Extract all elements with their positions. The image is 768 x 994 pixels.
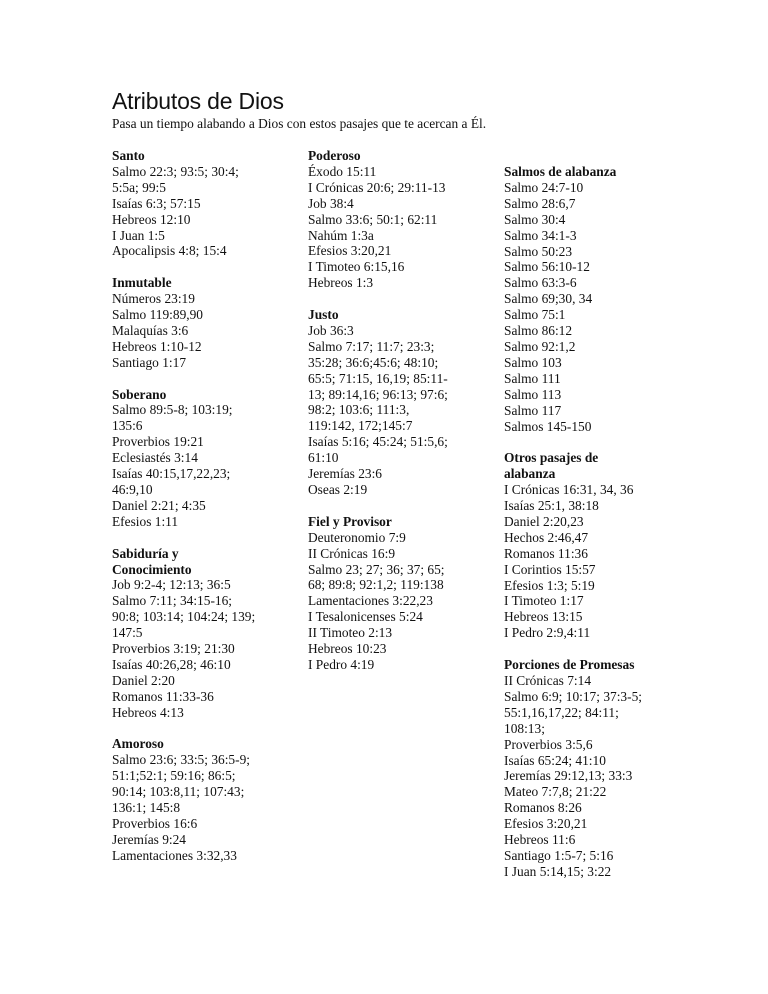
scripture-reference: Efesios 1:3; 5:19 <box>504 577 595 593</box>
scripture-reference: Proverbios 3:19; 21:30 <box>112 641 235 657</box>
scripture-reference: Salmo 23; 27; 36; 37; 65; <box>308 561 445 577</box>
section-heading: Conocimiento <box>112 561 192 577</box>
scripture-reference: Daniel 2:20,23 <box>504 513 584 529</box>
scripture-reference: Nahúm 1:3a <box>308 227 374 243</box>
scripture-reference: Malaquías 3:6 <box>112 322 189 338</box>
scripture-reference: Efesios 3:20,21 <box>308 243 392 259</box>
attribute-section <box>308 307 498 498</box>
scripture-reference: 98:2; 103:6; 111:3, <box>308 402 410 418</box>
attribute-section <box>308 148 498 291</box>
scripture-reference: II Crónicas 16:9 <box>308 545 396 561</box>
scripture-reference: 46:9,10 <box>112 482 153 497</box>
attribute-section <box>504 657 684 880</box>
scripture-reference: Job 36:3 <box>308 322 354 338</box>
scripture-reference: 55:1,16,17,22; 84:11; <box>504 704 619 720</box>
scripture-reference: II Timoteo 2:13 <box>308 625 393 641</box>
attribute-section <box>112 275 302 370</box>
attribute-section <box>504 164 684 434</box>
scripture-reference: Salmo 111 <box>504 370 561 386</box>
scripture-reference: Salmo 30:4 <box>504 211 566 227</box>
scripture-reference: Salmo 33:6; 50:1; 62:11 <box>308 211 438 227</box>
scripture-reference: 90:8; 103:14; 104:24; 139; <box>112 609 256 625</box>
scripture-reference: Salmo 92:1,2 <box>504 338 576 354</box>
scripture-reference: 5:5a; 99:5 <box>112 179 166 195</box>
scripture-reference: Santiago 1:5-7; 5:16 <box>504 847 614 863</box>
section-heading: Justo <box>308 307 339 323</box>
scripture-reference: Apocalipsis 4:8; 15:4 <box>112 243 227 259</box>
scripture-reference: I Crónicas 20:6; 29:11-13 <box>308 179 446 195</box>
column-1 <box>112 148 302 880</box>
section-heading: Fiel y Provisor <box>308 513 392 529</box>
scripture-reference: Isaías 40:15,17,22,23; <box>112 466 231 482</box>
scripture-reference: Isaías 25:1, 38:18 <box>504 498 599 514</box>
scripture-reference: Lamentaciones 3:32,33 <box>112 847 237 863</box>
scripture-reference: Daniel 2:21; 4:35 <box>112 497 206 513</box>
scripture-reference: 61:10 <box>308 450 339 466</box>
scripture-reference: I Crónicas 16:31, 34, 36 <box>504 482 634 498</box>
section-heading: Inmutable <box>112 275 172 291</box>
attribute-section <box>112 148 302 259</box>
scripture-reference: Santiago 1:17 <box>112 354 187 370</box>
scripture-reference: I Juan 1:5 <box>112 227 165 243</box>
section-heading: alabanza <box>504 466 556 482</box>
attribute-section <box>112 546 302 721</box>
scripture-reference: Job 38:4 <box>308 195 354 211</box>
scripture-reference: 108:13; <box>504 720 545 736</box>
scripture-reference: Salmo 7:17; 11:7; 23:3; <box>308 338 435 354</box>
scripture-reference: 135:6 <box>112 418 143 434</box>
scripture-reference: Salmo 34:1-3 <box>504 227 577 243</box>
scripture-reference: Isaías 5:16; 45:24; 51:5,6; <box>308 434 448 450</box>
scripture-reference: II Crónicas 7:14 <box>504 672 592 688</box>
scripture-reference: Deuteronomio 7:9 <box>308 529 406 545</box>
section-heading: Porciones de Promesas <box>504 657 635 673</box>
scripture-reference: Efesios 3:20,21 <box>504 816 588 832</box>
scripture-reference: Hebreos 1:3 <box>308 275 374 291</box>
scripture-reference: 35:28; 36:6;45:6; 48:10; <box>308 354 439 370</box>
scripture-reference: Proverbios 19:21 <box>112 434 204 450</box>
scripture-reference: Salmo 50:23 <box>504 243 573 259</box>
scripture-reference: Jeremías 23:6 <box>308 466 383 482</box>
scripture-reference: Job 9:2-4; 12:13; 36:5 <box>112 577 231 593</box>
scripture-reference: Mateo 7:7,8; 21:22 <box>504 784 607 800</box>
scripture-reference: I Pedro 2:9,4:11 <box>504 625 591 641</box>
scripture-reference: I Timoteo 6:15,16 <box>308 259 405 275</box>
scripture-reference: Hebreos 13:15 <box>504 609 583 625</box>
scripture-reference: Hebreos 12:10 <box>112 211 191 227</box>
scripture-reference: Salmo 69;30, 34 <box>504 291 593 307</box>
attribute-section <box>504 450 684 641</box>
scripture-reference: Eclesiastés 3:14 <box>112 450 198 466</box>
section-heading: Sabiduría y <box>112 545 179 561</box>
scripture-reference: Salmo 119:89,90 <box>112 307 204 323</box>
scripture-reference: I Timoteo 1:17 <box>504 593 584 609</box>
scripture-reference: I Corintios 15:57 <box>504 561 596 577</box>
scripture-reference: Salmo 113 <box>504 386 562 402</box>
scripture-reference: I Tesalonicenses 5:24 <box>308 609 423 625</box>
scripture-reference: Salmo 86:12 <box>504 323 573 339</box>
scripture-reference: Oseas 2:19 <box>308 482 368 498</box>
scripture-reference: Hebreos 4:13 <box>112 704 184 720</box>
section-heading: Salmos de alabanza <box>504 164 617 179</box>
scripture-reference: Salmo 63:3-6 <box>504 275 577 291</box>
scripture-reference: I Pedro 4:19 <box>308 656 375 672</box>
scripture-reference: 119:142, 172;145:7 <box>308 418 413 434</box>
scripture-reference: Salmo 56:10-12 <box>504 259 590 275</box>
column-2 <box>308 148 498 689</box>
scripture-reference: Salmo 28:6,7 <box>504 195 576 211</box>
scripture-reference: Isaías 65:24; 41:10 <box>504 752 606 768</box>
scripture-reference: Romanos 11:36 <box>504 545 588 561</box>
attribute-section <box>308 514 498 673</box>
scripture-reference: 65:5; 71:15, 16,19; 85:11- <box>308 370 448 386</box>
scripture-reference: Hebreos 11:6 <box>504 832 576 848</box>
scripture-reference: Romanos 11:33-36 <box>112 688 214 704</box>
scripture-reference: Salmo 103 <box>504 354 562 370</box>
scripture-reference: Salmo 23:6; 33:5; 36:5-9; <box>112 752 250 768</box>
scripture-reference: 68; 89:8; 92:1,2; 119:138 <box>308 577 444 593</box>
scripture-reference: Salmo 6:9; 10:17; 37:3-5; <box>504 688 642 704</box>
scripture-reference: 51:1;52:1; 59:16; 86:5; <box>112 768 236 784</box>
scripture-reference: Romanos 8:26 <box>504 800 582 816</box>
section-heading: Soberano <box>112 386 167 402</box>
scripture-reference: Proverbios 3:5,6 <box>504 736 593 752</box>
section-heading: Otros pasajes de <box>504 450 599 466</box>
scripture-reference: Efesios 1:11 <box>112 513 179 529</box>
scripture-reference: 136:1; 145:8 <box>112 800 181 816</box>
scripture-reference: Hebreos 10:23 <box>308 641 387 657</box>
scripture-reference: Hechos 2:46,47 <box>504 529 589 545</box>
scripture-reference: 147:5 <box>112 625 143 641</box>
scripture-reference: Salmo 24:7-10 <box>504 179 584 195</box>
attribute-section <box>112 387 302 530</box>
scripture-reference: Jeremías 29:12,13; 33:3 <box>504 768 633 784</box>
scripture-reference: 13; 89:14,16; 96:13; 97:6; <box>308 386 448 402</box>
attribute-section <box>112 736 302 863</box>
scripture-reference: I Juan 5:14,15; 3:22 <box>504 863 612 879</box>
page-subtitle: Pasa un tiempo alabando a Dios con estos pasajes que te acercan a Él. <box>112 116 487 131</box>
scripture-reference: Isaías 6:3; 57:15 <box>112 195 201 211</box>
scripture-reference: Salmo 22:3; 93:5; 30:4; <box>112 163 239 179</box>
scripture-reference: Jeremías 9:24 <box>112 831 187 847</box>
section-heading: Poderoso <box>308 148 361 163</box>
column-3 <box>504 164 684 896</box>
scripture-reference: Salmo 75:1 <box>504 307 566 323</box>
section-heading: Santo <box>112 148 145 163</box>
scripture-reference: Salmos 145-150 <box>504 418 592 434</box>
scripture-reference: Isaías 40:26,28; 46:10 <box>112 656 231 672</box>
scripture-reference: Salmo 117 <box>504 402 562 418</box>
scripture-reference: Números 23:19 <box>112 291 195 307</box>
scripture-reference: Salmo 7:11; 34:15-16; <box>112 593 233 609</box>
scripture-reference: Hebreos 1:10-12 <box>112 338 202 354</box>
section-heading: Amoroso <box>112 736 164 752</box>
scripture-reference: Éxodo 15:11 <box>308 163 377 179</box>
scripture-reference: 90:14; 103:8,11; 107:43; <box>112 784 245 800</box>
scripture-reference: Proverbios 16:6 <box>112 816 198 831</box>
scripture-reference: Daniel 2:20 <box>112 672 175 688</box>
scripture-reference: Lamentaciones 3:22,23 <box>308 593 433 609</box>
page-title: Atributos de Dios <box>112 88 284 114</box>
scripture-reference: Salmo 89:5-8; 103:19; <box>112 402 233 418</box>
